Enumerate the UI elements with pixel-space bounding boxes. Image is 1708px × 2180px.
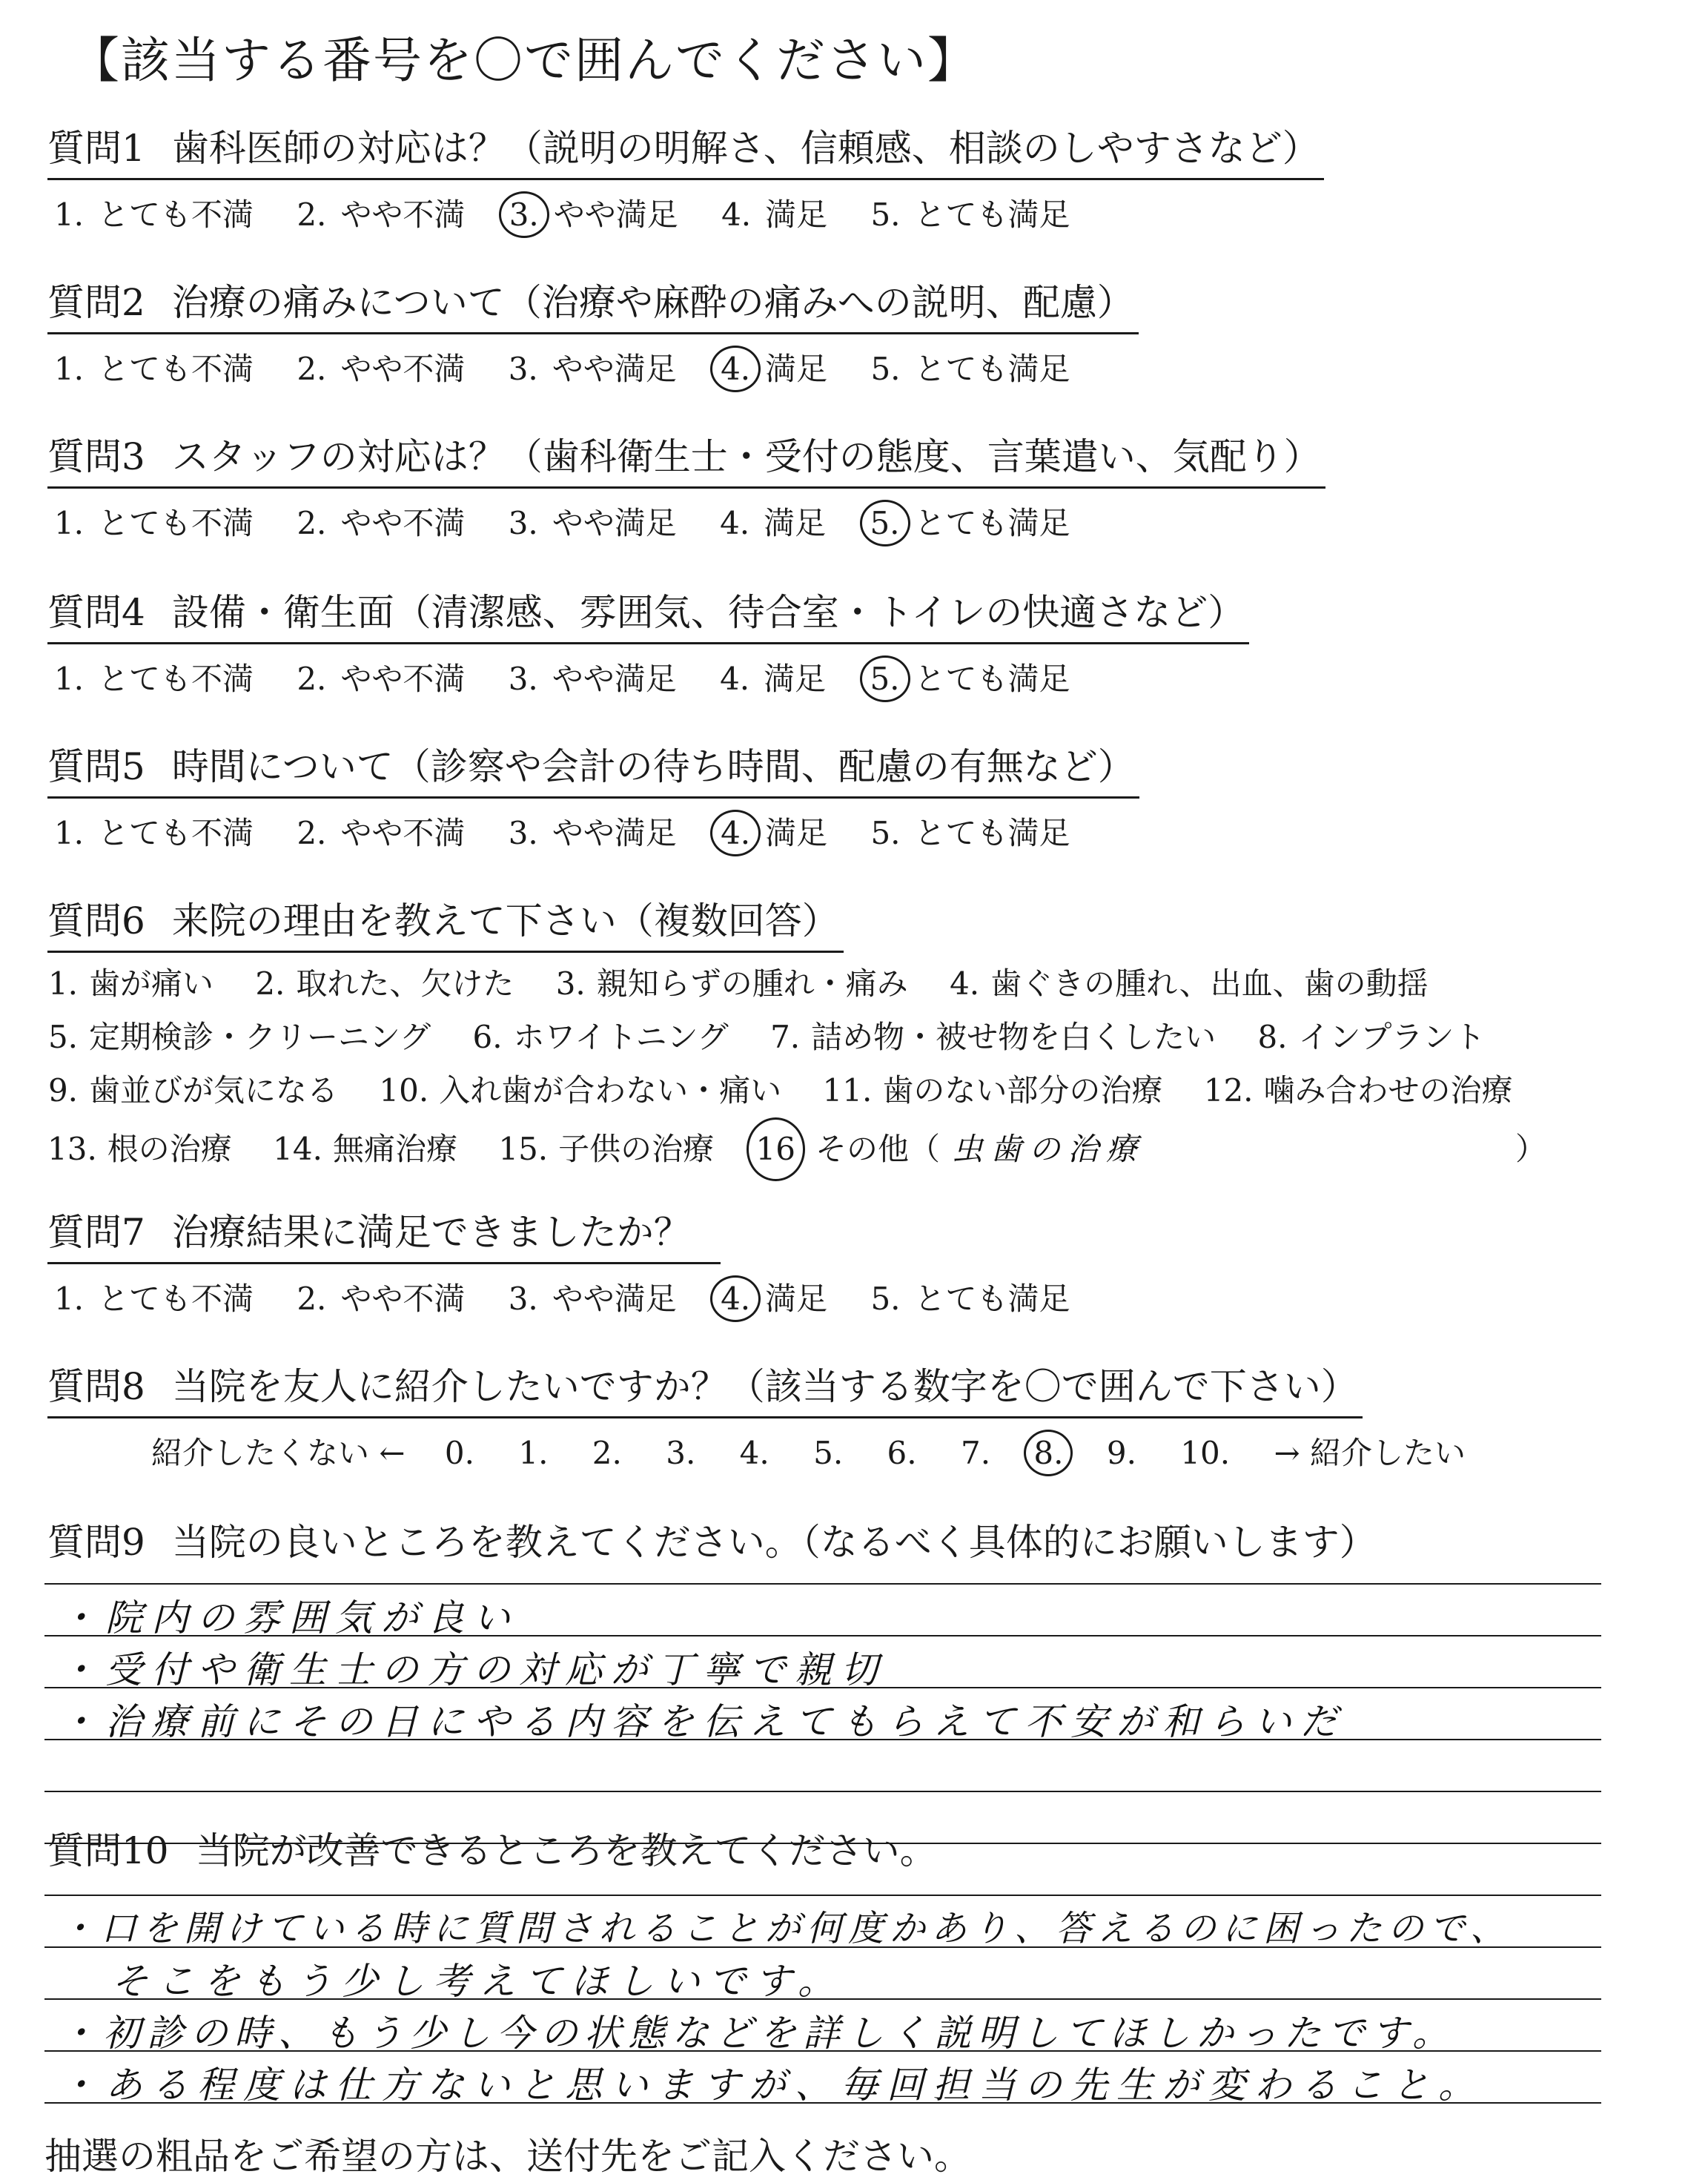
circled-number: 3. <box>499 191 549 238</box>
option-2[interactable]: 2. やや不満 <box>297 815 466 851</box>
reason-option-14[interactable]: 14. 無痛治療 <box>273 1131 457 1167</box>
option-2[interactable]: 2. やや不満 <box>297 196 466 233</box>
question-number: 質問8 <box>47 1365 145 1408</box>
option-5-selected[interactable]: 5. とても満足 <box>869 655 1070 702</box>
option-1[interactable]: 1. とても不満 <box>53 351 254 387</box>
question-text: 歯科医師の対応は？（説明の明解さ、信頼感、相談のしやすさなど） <box>171 127 1320 170</box>
footer-instruction: 抽選の粗品をご希望の方は、送付先をご記入ください。 <box>44 2135 971 2178</box>
option-1[interactable]: 1. とても不満 <box>53 1281 254 1317</box>
question-6 <box>47 891 1578 1171</box>
question-text: 当院を友人に紹介したいですか？（該当する数字を〇で囲んで下さい） <box>171 1365 1358 1408</box>
scale-option[interactable]: 6. <box>887 1435 917 1471</box>
question-3 <box>47 427 1325 546</box>
question-9 <box>47 1513 1377 1566</box>
option-2[interactable]: 2. やや不満 <box>297 505 466 541</box>
circled-number: 5. <box>860 655 910 702</box>
handwritten-answer: そこをもう少し考えてほしいです。 <box>111 1960 844 2003</box>
question-5 <box>47 737 1139 856</box>
question-number: 質問5 <box>47 745 145 788</box>
option-3[interactable]: 3. やや満足 <box>508 661 677 697</box>
question-5-options <box>47 809 1139 856</box>
reason-option-11[interactable]: 11. 歯のない部分の治療 <box>822 1072 1163 1109</box>
handwritten-answer: ・院内の雰囲気が良い <box>59 1596 519 1639</box>
option-3[interactable]: 3. やや満足 <box>508 351 677 387</box>
option-5-selected[interactable]: 5. とても満足 <box>869 499 1070 546</box>
question-4-title <box>47 583 1249 644</box>
question-text: 治療の痛みについて（治療や麻酔の痛みへの説明、配慮） <box>171 281 1134 324</box>
question-5-title <box>47 737 1139 799</box>
option-4[interactable]: 4. 満足 <box>720 661 827 697</box>
scale-right-label: → 紹介したい <box>1274 1435 1466 1471</box>
scale-option[interactable]: 4. <box>739 1435 769 1471</box>
question-number: 質問6 <box>47 899 145 942</box>
question-text: スタッフの対応は？（歯科衛生士・受付の態度、言葉遣い、気配り） <box>171 435 1321 478</box>
handwritten-answer: ・治療前にその日にやる内容を伝えてもらえて不安が和らいだ <box>59 1700 1346 1743</box>
question-text: 治療結果に満足できましたか？ <box>171 1211 691 1254</box>
reason-option-2[interactable]: 2. 取れた、欠けた <box>255 965 514 1002</box>
scale-option[interactable]: 7. <box>960 1435 991 1471</box>
handwritten-answer: ・口を開けている時に質問されることが何度かあり、答えるのに困ったので、 <box>59 1908 1512 1949</box>
scale-option[interactable]: 1. <box>518 1435 549 1471</box>
question-2-options <box>47 345 1139 392</box>
option-1[interactable]: 1. とても不満 <box>53 196 254 233</box>
option-2[interactable]: 2. やや不満 <box>297 661 466 697</box>
question-text: 来院の理由を教えて下さい（複数回答） <box>171 899 839 942</box>
reason-option-1[interactable]: 1. 歯が痛い <box>47 965 214 1002</box>
question-6-options <box>47 957 1578 1171</box>
option-3-selected[interactable]: 3. やや満足 <box>508 191 678 238</box>
question-1-options <box>47 191 1324 238</box>
scale-option[interactable]: 0. <box>444 1435 474 1471</box>
reason-option-16-selected[interactable]: 16 その他（ 虫歯の治療 ） <box>755 1117 1546 1181</box>
option-5[interactable]: 5. とても満足 <box>870 196 1070 233</box>
other-reason-handwritten: 虫歯の治療 <box>951 1131 1145 1167</box>
question-1 <box>47 119 1324 238</box>
question-3-options <box>47 499 1325 546</box>
reason-option-6[interactable]: 6. ホワイトニング <box>472 1019 729 1055</box>
question-8 <box>47 1357 1495 1476</box>
scale-option[interactable]: 2. <box>592 1435 622 1471</box>
reason-option-5[interactable]: 5. 定期検診・クリーニング <box>47 1019 431 1055</box>
question-2 <box>47 273 1139 392</box>
option-4-selected[interactable]: 4. 満足 <box>719 809 827 856</box>
circled-number: 4. <box>710 346 761 392</box>
option-3[interactable]: 3. やや満足 <box>508 505 677 541</box>
question-number: 質問1 <box>47 127 145 170</box>
question-7-options <box>47 1275 1103 1322</box>
option-2[interactable]: 2. やや不満 <box>297 1281 466 1317</box>
handwritten-answer: ・ある程度は仕方ないと思いますが、毎回担当の先生が変わること。 <box>59 2064 1484 2107</box>
option-4[interactable]: 4. 満足 <box>720 505 827 541</box>
option-5[interactable]: 5. とても満足 <box>870 351 1070 387</box>
option-2[interactable]: 2. やや不満 <box>297 351 466 387</box>
option-1[interactable]: 1. とても不満 <box>53 505 254 541</box>
answer-line <box>44 1791 1601 1792</box>
question-10-title <box>47 1821 937 1875</box>
reason-option-3[interactable]: 3. 親知らずの腫れ・痛み <box>555 965 908 1002</box>
page-title: 【該当する番号を〇で囲んでください】 <box>70 32 978 89</box>
reason-option-13[interactable]: 13. 根の治療 <box>47 1131 232 1167</box>
circled-number: 4. <box>710 810 761 856</box>
circled-number: 4. <box>710 1275 761 1322</box>
option-1[interactable]: 1. とても不満 <box>53 815 254 851</box>
handwritten-answer: ・初診の時、もう少し今の状態などを詳しく説明してほしかったです。 <box>59 2012 1456 2055</box>
reason-row <box>47 957 1578 1011</box>
option-3[interactable]: 3. やや満足 <box>508 1281 677 1317</box>
question-text: 当院の良いところを教えてください。（なるべく具体的にお願いします） <box>171 1521 1377 1564</box>
option-5[interactable]: 5. とても満足 <box>870 815 1070 851</box>
option-4[interactable]: 4. 満足 <box>721 196 828 233</box>
question-7-title <box>47 1203 721 1264</box>
option-1[interactable]: 1. とても不満 <box>53 661 254 697</box>
question-4-options <box>47 655 1249 702</box>
reason-row <box>47 1117 1578 1171</box>
handwritten-answer: ・受付や衛生士の方の対応が丁寧で親切 <box>59 1648 887 1691</box>
question-2-title <box>47 273 1139 334</box>
question-1-title <box>47 119 1324 180</box>
option-4-selected[interactable]: 4. 満足 <box>719 345 827 392</box>
question-number: 質問9 <box>47 1521 145 1564</box>
reason-option-9[interactable]: 9. 歯並びが気になる <box>47 1072 339 1109</box>
answer-line <box>44 1583 1601 1585</box>
scale-option[interactable]: 10. <box>1180 1435 1231 1471</box>
question-number: 質問2 <box>47 281 145 324</box>
question-number: 質問4 <box>47 591 145 634</box>
reason-option-4[interactable]: 4. 歯ぐきの腫れ、出血、歯の動揺 <box>950 965 1429 1002</box>
scale-option-selected[interactable]: 8. <box>1024 1430 1073 1476</box>
answer-line <box>44 1895 1601 1896</box>
scale-option[interactable]: 3. <box>666 1435 696 1471</box>
recommend-scale <box>47 1429 1495 1476</box>
circled-number: 16 <box>747 1117 805 1181</box>
reason-option-7[interactable]: 7. 詰め物・被せ物を白くしたい <box>770 1019 1217 1055</box>
question-8-title <box>47 1357 1363 1418</box>
question-6-title <box>47 891 844 953</box>
question-7 <box>47 1203 1103 1322</box>
question-10 <box>47 1821 937 1875</box>
question-number: 質問10 <box>47 1829 169 1872</box>
question-9-title <box>47 1513 1377 1566</box>
reason-row <box>47 1011 1578 1064</box>
scale-option[interactable]: 9. <box>1106 1435 1136 1471</box>
circled-number: 5. <box>860 500 910 546</box>
option-5[interactable]: 5. とても満足 <box>870 1281 1070 1317</box>
reason-option-8[interactable]: 8. インプラント <box>1257 1019 1486 1055</box>
scale-option[interactable]: 5. <box>813 1435 844 1471</box>
reason-row <box>47 1064 1578 1117</box>
reason-option-12[interactable]: 12. 噛み合わせの治療 <box>1203 1072 1513 1109</box>
option-4-selected[interactable]: 4. 満足 <box>719 1275 827 1322</box>
option-3[interactable]: 3. やや満足 <box>508 815 677 851</box>
question-number: 質問3 <box>47 435 145 478</box>
question-number: 質問7 <box>47 1211 145 1254</box>
reason-option-15[interactable]: 15. 子供の治療 <box>498 1131 715 1167</box>
question-4 <box>47 583 1249 702</box>
question-text: 当院が改善できるところを教えてください。 <box>195 1829 937 1872</box>
reason-option-10[interactable]: 10. 入れ歯が合わない・痛い <box>379 1072 782 1109</box>
question-3-title <box>47 427 1325 489</box>
question-text: 設備・衛生面（清潔感、雰囲気、待合室・トイレの快適さなど） <box>171 591 1245 634</box>
question-text: 時間について（診察や会計の待ち時間、配慮の有無など） <box>171 745 1135 788</box>
scale-left-label: 紹介したくない ← <box>151 1435 406 1471</box>
